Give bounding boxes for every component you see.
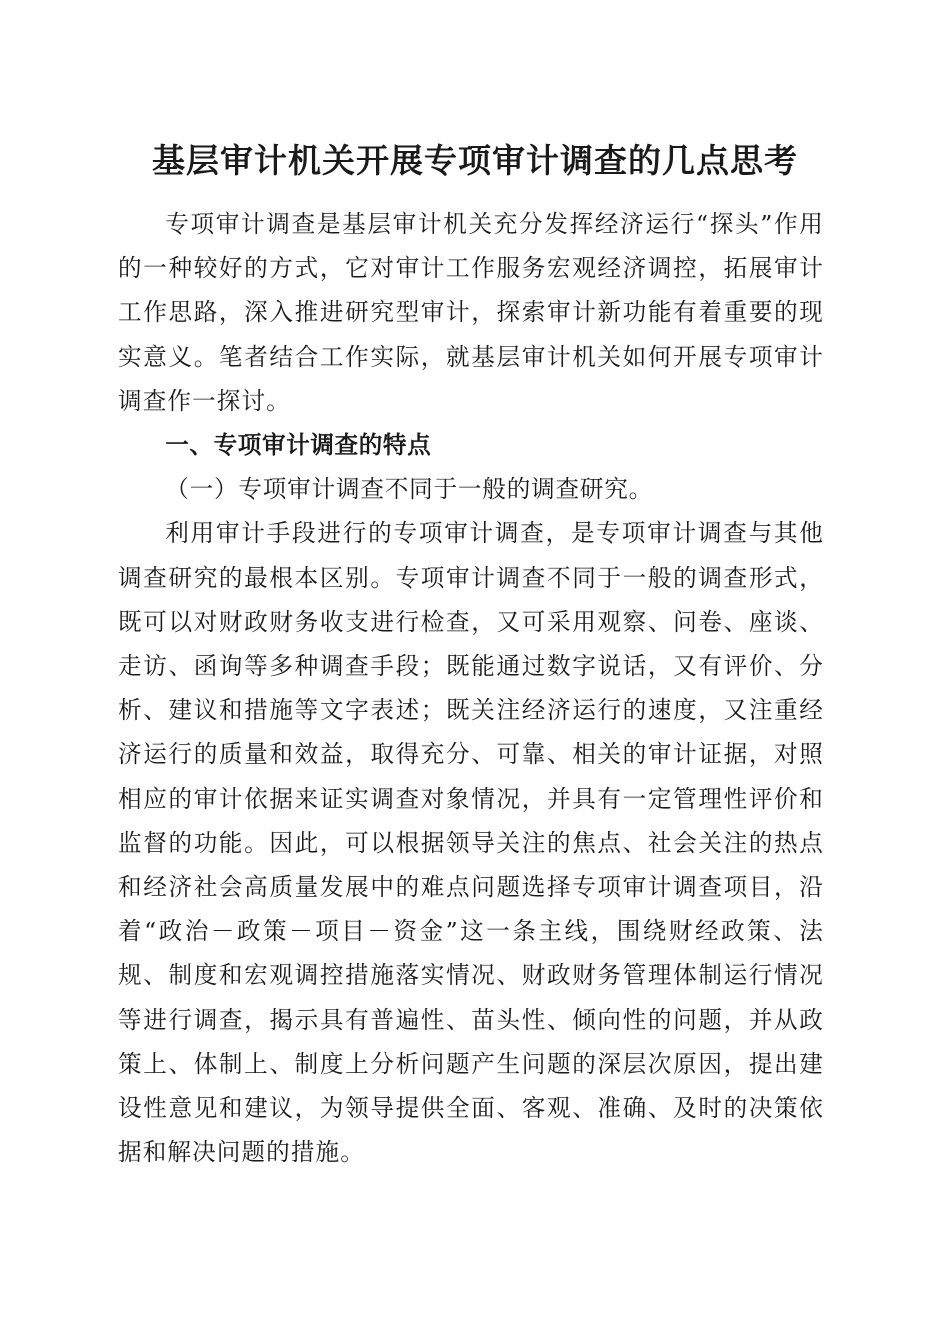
section-heading: 一、专项审计调查的特点 <box>165 431 432 460</box>
subsection-heading: （一）专项审计调查不同于一般的调查研究。 <box>165 475 654 504</box>
body-paragraph: 利用审计手段进行的专项审计调查，是专项审计调查与其他调查研究的最根本区别。专项审计调查不同于一般的调查形式，既可以对财政财务收支进行检查，又可采用观察、问卷、座谈、走访、函询等多种调查手段；既能通过数字说话，又有评价、分析、建议和措施等文字表述；既关注经济运行的速度，又注重经济运行的质量和效益，取得充分、可靠、相关的审计证据，对照相应的审计依据来证实调查对象情况，并具有一定管理性评价和监督的功能。因此，可以根据领导关注的焦点、社会关注的热点和经济社会高质量发展中的难点问题选择专项审计调查项目，沿着“政治－政策－项目－资金”这一条主线，围绕财经政策、法规、制度和宏观调控措施落实情况、财政财务管理体制运行情况等进行调查，揭示具有普遍性、苗头性、倾向性的问题，并从政策上、体制上、制度上分析问题产生问题的深层次原因，提出建设性意见和建议，为领导提供全面、客观、准确、及时的决策依据和解决问题的措施。 <box>118 519 824 1167</box>
document-title: 基层审计机关开展专项审计调查的几点思考 <box>152 141 798 180</box>
intro-paragraph: 专项审计调查是基层审计机关充分发挥经济运行“探头”作用的一种较好的方式，它对审计工作服务宏观经济调控，拓展审计工作思路，深入推进研究型审计，探索审计新功能有着重要的现实意义。笔者结合工作实际，就基层审计机关如何开展专项审计调查作一探讨。 <box>118 210 824 415</box>
document-body <box>118 202 824 1174</box>
